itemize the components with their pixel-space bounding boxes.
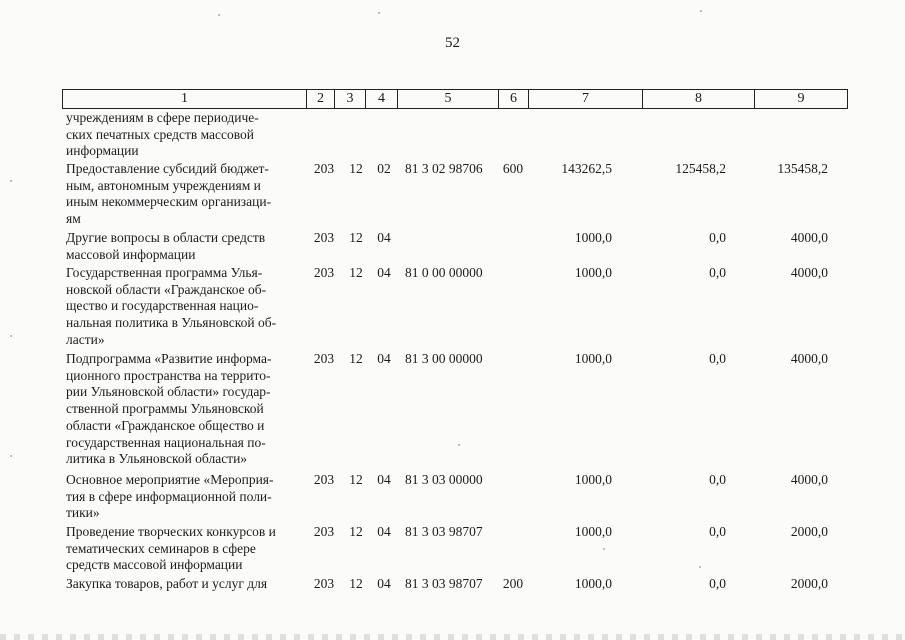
col-5-value: 81 0 00 00000 <box>405 265 483 280</box>
col-6-value: 200 <box>502 576 524 591</box>
col-5-value: 81 3 03 00000 <box>405 472 483 487</box>
col-9-value: 135458,2 <box>777 161 828 176</box>
col-3-value: 12 <box>349 351 363 366</box>
col-4-value: 04 <box>377 265 391 280</box>
row-description: Другие вопросы в области средств массовой информации <box>66 230 266 262</box>
header-col-4: 4 <box>365 90 397 108</box>
col-5-value: 81 3 03 98707 <box>405 524 483 539</box>
scan-speck <box>378 12 380 14</box>
col-9-value: 4000,0 <box>790 472 828 487</box>
col-9-value: 2000,0 <box>790 576 828 591</box>
header-col-5: 5 <box>397 90 498 108</box>
row-description: Государственная программа Улья- новской области «Гражданское об- щество и государственная нацио- нальная политика в Ульяновской об- ласти» <box>66 265 277 347</box>
col-7-value: 1000,0 <box>574 265 612 280</box>
col-3-value: 12 <box>349 576 363 591</box>
row-description: Закупка товаров, работ и услуг для <box>66 576 268 591</box>
header-col-1: 1 <box>62 90 306 108</box>
col-7-value: 1000,0 <box>574 230 612 245</box>
col-8-value: 0,0 <box>709 230 726 245</box>
col-5-value: 81 3 03 98707 <box>405 576 483 591</box>
header-col-9: 9 <box>754 90 848 108</box>
col-9-value: 4000,0 <box>790 230 828 245</box>
scan-edge <box>0 634 905 640</box>
scan-speck <box>603 548 605 550</box>
col-7-value: 1000,0 <box>574 524 612 539</box>
col-9-value: 4000,0 <box>790 351 828 366</box>
scan-speck <box>10 180 12 182</box>
col-8-value: 0,0 <box>709 576 726 591</box>
col-7-value: 143262,5 <box>561 161 612 176</box>
col-7-value: 1000,0 <box>574 576 612 591</box>
col-3-value: 12 <box>349 230 363 245</box>
col-4-value: 04 <box>377 351 391 366</box>
col-8-value: 0,0 <box>709 265 726 280</box>
col-8-value: 0,0 <box>709 524 726 539</box>
col-4-value: 04 <box>377 524 391 539</box>
col-4-value: 04 <box>377 576 391 591</box>
row-description: Основное мероприятие «Мероприя- тия в сфере информационной поли- тики» <box>66 472 274 521</box>
row-description: учреждениям в сфере периодиче- ских печатных средств массовой информации <box>66 110 259 159</box>
col-3-value: 12 <box>349 161 363 176</box>
col-8-value: 0,0 <box>709 351 726 366</box>
col-3-value: 12 <box>349 524 363 539</box>
col-9-value: 4000,0 <box>790 265 828 280</box>
col-2-value: 203 <box>313 265 335 280</box>
header-col-3: 3 <box>334 90 365 108</box>
scan-speck <box>10 455 12 457</box>
col-8-value: 125458,2 <box>675 161 726 176</box>
row-description: Предоставление субсидий бюджет- ным, автономным учреждениям и иным некоммерческим организаци- ям <box>66 161 272 227</box>
col-4-value: 02 <box>377 161 391 176</box>
scan-speck <box>700 10 702 12</box>
col-8-value: 0,0 <box>709 472 726 487</box>
col-4-value: 04 <box>377 230 391 245</box>
col-2-value: 203 <box>313 524 335 539</box>
col-7-value: 1000,0 <box>574 351 612 366</box>
col-7-value: 1000,0 <box>574 472 612 487</box>
col-2-value: 203 <box>313 230 335 245</box>
scan-speck <box>458 444 460 446</box>
page-number: 52 <box>445 35 460 51</box>
header-col-2: 2 <box>306 90 334 108</box>
col-2-value: 203 <box>313 576 335 591</box>
col-2-value: 203 <box>313 161 335 176</box>
header-col-8: 8 <box>642 90 754 108</box>
col-3-value: 12 <box>349 265 363 280</box>
header-col-7: 7 <box>528 90 642 108</box>
scan-speck <box>699 566 701 568</box>
header-col-6: 6 <box>498 90 528 108</box>
col-5-value: 81 3 00 00000 <box>405 351 483 366</box>
row-description: Подпрограмма «Развитие информа- ционного пространства на террито- рии Ульяновской области» государ- ственной программы Ульяновской области «Гражданское общество и государственная национальная по- литика в Ульяновской области» <box>66 351 272 467</box>
row-description: Проведение творческих конкурсов и тематических семинаров в сфере средств массовой информации <box>66 524 276 573</box>
col-4-value: 04 <box>377 472 391 487</box>
col-5-value: 81 3 02 98706 <box>405 161 483 176</box>
table-header-row <box>62 89 848 109</box>
col-3-value: 12 <box>349 472 363 487</box>
col-6-value: 600 <box>502 161 524 176</box>
scan-speck <box>218 14 220 16</box>
col-2-value: 203 <box>313 351 335 366</box>
col-2-value: 203 <box>313 472 335 487</box>
scan-speck <box>10 335 12 337</box>
col-9-value: 2000,0 <box>790 524 828 539</box>
